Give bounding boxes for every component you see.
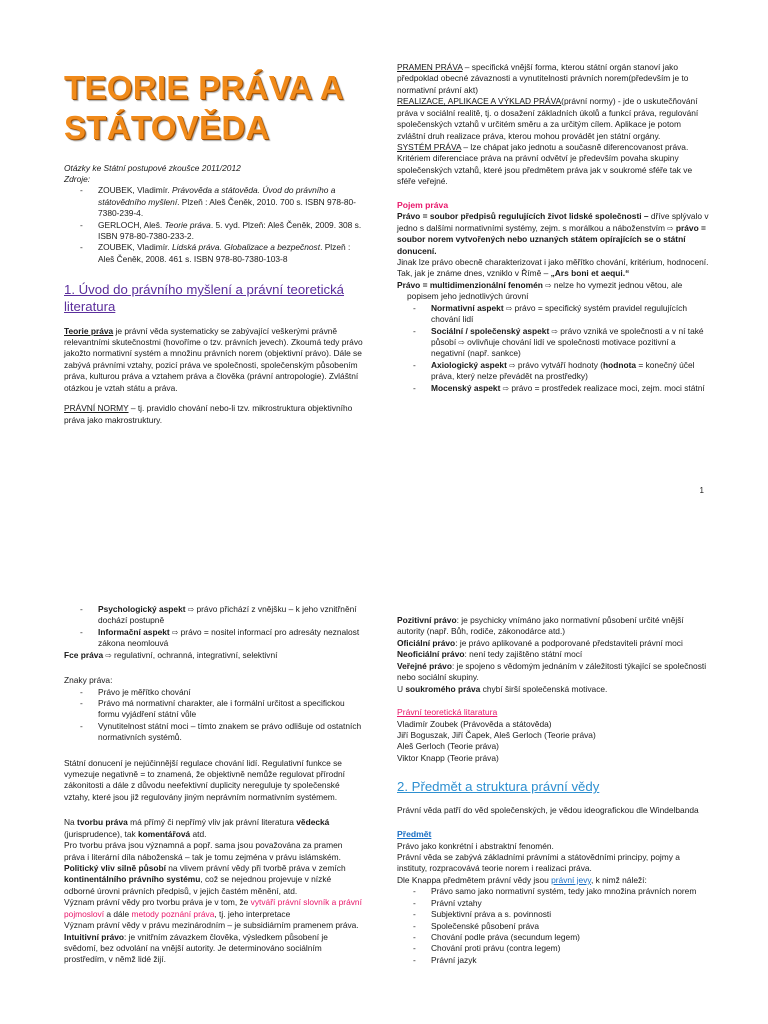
aspects-list xyxy=(397,303,709,394)
page-2 xyxy=(0,572,768,1024)
predmet-line-3: Dle Knappa předmětem právní vědy jsou právní jevy, k nimž náleží: xyxy=(397,874,647,885)
source-item: - ZOUBEK, Vladimír. Lidská práva. Globalizace a bezpečnost. Plzeň : Aleš Čeněk, 2008. 461 s. ISBN 978-80-7380-103-8 xyxy=(64,242,364,265)
heading-section-1: 1. Úvod do právního myšlení a právní teoretická literatura xyxy=(64,282,345,315)
arrow-icon: ⇨ xyxy=(187,605,195,614)
realizace-paragraph: REALIZACE, APLIKACE A VÝKLAD PRÁVA(právní normy) - jde o uskutečňování práva v sociální realitě, tj. o dosažení základních úkolů a funkcí práva, regulování společenských vztahů v určitém směru a za určitým cílem. Aplikace je potom zvláštní druh realizace práva, kterou mohou provádět jen státní orgány. xyxy=(397,96,699,141)
aspect-item: - Psychologický aspekt ⇨ právo přichází z vnějšku – k jeho vznitřnění dochází postupně xyxy=(64,604,364,627)
intuitivni-pravo: Intuitivní právo: je vnitřním závazkem člověka, výsledkem působení je svědomí, bez odvolání na vnější autority. Je determinováno sociálním prostředím, v němž lidé žijí. xyxy=(64,931,328,965)
literatura-item: Aleš Gerloch (Teorie práva) xyxy=(397,741,499,752)
jev-item: - Subjektivní práva a s. povinnosti xyxy=(397,909,709,920)
znak-item: - Právo má normativní charakter, ale i formální určitost a specifickou formu vyjádření státní vůle xyxy=(64,698,364,721)
page1-left-column xyxy=(64,62,364,426)
aspect-item: - Mocenský aspekt ⇨ právo = prostředek realizace moci, zejm. moci státní xyxy=(397,383,709,394)
politicky-vliv-paragraph: Politický vliv silně působí na vlivem právní vědy při tvorbě práva v zemích kontinentálního právního systému, což se nejednou projevuje v nízké odborné úrovni právních předpisů, v jejich častém měnění, atd. xyxy=(64,863,346,896)
pojem-definition: Právo = soubor předpisů regulujících život lidské společnosti – dříve splývalo v jedno s dalšími normativními systémy, zejm. s morálkou a náboženstvím ⇨ právo = soubor norem vytvořených nebo uznaných státem opírajících se o státní donucení. xyxy=(397,211,709,256)
arrow-icon: ⇨ xyxy=(458,337,465,347)
predmet-line-1: Právo jako konkrétní i abstraktní fenomén. xyxy=(397,840,554,851)
aspect-item: - Normativní aspekt ⇨ právo = specifický systém pravidel regulujících chování lidí xyxy=(397,303,709,326)
page-gap xyxy=(0,520,768,572)
funkce-prava: Fce práva ⇨ regulativní, ochranná, integrativní, selektivní xyxy=(64,649,278,660)
literatura-item: Jiří Boguszak, Jiří Čapek, Aleš Gerloch (Teorie práva) xyxy=(397,730,596,741)
neoficialni-pravo: Neoficiální právo: není tedy zajištěno státní mocí xyxy=(397,649,583,660)
jev-item: - Společenské působení práva xyxy=(397,921,709,932)
arrow-icon: ⇨ xyxy=(505,303,513,313)
pojem-multidimensional: Právo = multidimenzionální fenomén ⇨ nelze ho vymezit jednou větou, ale popisem jeho jednotlivých úrovní xyxy=(397,279,683,302)
sources-label: Zdroje: xyxy=(64,173,91,184)
document-title xyxy=(64,68,364,149)
soukrome-pravo: U soukromého práva chybí širší společenská motivace. xyxy=(397,683,608,694)
literatura-item: Vladimír Zoubek (Právověda a státověda) xyxy=(397,718,552,729)
page2-left-column xyxy=(64,604,364,966)
arrow-icon: ⇨ xyxy=(551,326,558,336)
arrow-icon: ⇨ xyxy=(667,223,674,233)
page1-right-column xyxy=(397,62,709,394)
verejne-pravo: Veřejné právo: je spojeno s vědomým jednáním v záležitosti týkající se společnosti nebo sociální skupiny. xyxy=(397,660,707,683)
page-number: 1 xyxy=(699,486,704,495)
oficialni-pravo: Oficiální právo: je právo aplikované a podporované představiteli právní moci xyxy=(397,637,683,648)
vyznam-mezinarodni: Význam právní vědy v právu mezinárodním – je subsidiárním pramenem práva. xyxy=(64,920,359,931)
pojem-general: Jinak lze právo obecně charakterizovat i jako měřítko chování, kritérium, hodnocení. xyxy=(397,257,709,268)
system-prava-paragraph: SYSTÉM PRÁVA – lze chápat jako jednotu a současně diferencovanost práva. Kritériem diferenciace práva na právní odvětví je především povaha skupiny společenských vztahů, které jsou předmětem práva jak v soukromé sféře tak ve sféře veřejné. xyxy=(397,141,693,187)
jev-item: - Chování podle práva (secundum legem) xyxy=(397,932,709,943)
aspect-item: - Axiologický aspekt ⇨ právo vytváří hodnoty (hodnota = konečný účel práva, který nelze převádět na prostředky) xyxy=(397,360,709,383)
sources-list xyxy=(64,185,364,265)
title-line-1: TEORIE PRÁVA A xyxy=(64,69,344,106)
pro-tvorbu-paragraph: Pro tvorbu práva jsou významná a popř. sama jsou považována za pramen práva i literární díla náboženská – tak je tomu zejména v právu islámském. xyxy=(64,840,343,862)
znaky-label: Znaky práva: xyxy=(64,675,113,686)
pojem-rome: Tak, jak je známe dnes, vzniklo v Římě – „Ars boni et aequi.“ xyxy=(397,268,630,279)
arrow-icon: ⇨ xyxy=(509,360,516,370)
heading-section-2: 2. Předmět a struktura právní vědy xyxy=(397,779,600,795)
aspect-item: - Sociální / společenský aspekt ⇨ právo vzniká ve společnosti a v ní také působí ⇨ ovlivňuje chování lidí ve společnosti motivace pozitivní a negativní (např. sankce) xyxy=(397,326,709,360)
predmet-line-2: Právní věda se zabývá základními právními a státovědními principy, pojmy a instituty, rozpracovává teorie norem i realizaci práva. xyxy=(397,852,680,874)
source-item: - GERLOCH, Aleš. Teorie práva. 5. vyd. Plzeň: Aleš Čeněk, 2009. 308 s. ISBN 978-80-7380-233-2. xyxy=(64,220,364,243)
pravni-jevy-link[interactable]: právní jevy xyxy=(551,874,591,885)
arrow-icon: ⇨ xyxy=(105,650,112,660)
pozitivni-pravo: Pozitivní právo: je psychicky vnímáno jako normativní působení určité vnější autority (např. Bůh, rodiče, zákonodárce atd.) xyxy=(397,615,684,637)
aspects-list-continued xyxy=(64,604,364,650)
arrow-icon: ⇨ xyxy=(545,280,552,290)
page2-right-column xyxy=(397,604,709,966)
heading-predmet: Předmět xyxy=(397,828,432,839)
vyznam-paragraph: Význam právní vědy pro tvorbu práva je v tom, že vytváří právní slovník a právní pojmosloví a dále metody poznání práva, tj. jeho interpretace xyxy=(64,897,362,919)
jev-item: - Právní jazyk xyxy=(397,955,709,966)
znak-item: - Právo je měřítko chování xyxy=(64,687,364,698)
pravni-normy-paragraph: PRÁVNÍ NORMY – tj. pravidlo chování nebo-li tzv. mikrostruktura objektivního práva jako makrostruktury. xyxy=(64,403,353,425)
title-line-2: STÁTOVĚDA xyxy=(64,109,270,147)
jev-item: - Právo samo jako normativní systém, tedy jako množina právních norem xyxy=(397,886,709,897)
jev-item: - Chování proti právu (contra legem) xyxy=(397,943,709,954)
teorie-prava-paragraph: Teorie práva je právní věda systematicky se zabývající veškerými právně relevantními skutečnostmi (hovoříme o tzv. právních jevech). Zkoumá tedy právo jakožto normativní systém a množinu právních norem (objektivní právo). Dále se zabývá právními vztahy, pozicí práva ve společnosti, společenským působením práva, kulturou práva a vztahem práva a člověka (právní antropologie). Zvláštní otázkou je vztah státu a práva. xyxy=(64,325,363,393)
arrow-icon: ⇨ xyxy=(172,627,179,637)
aspect-item: - Informační aspekt ⇨ právo = nositel informací pro adresáty neznalost zákona neomlouvá xyxy=(64,627,364,650)
jev-item: - Právní vztahy xyxy=(397,898,709,909)
pravni-jevy-list xyxy=(397,886,709,966)
znak-item: - Vynutitelnost státní moci – tímto znakem se právo odlišuje od ostatních normativních systémů. xyxy=(64,721,364,744)
heading-pojem-prava: Pojem práva xyxy=(397,199,449,210)
statni-donuceni-paragraph: Státní donucení je nejúčinnější regulace chování lidí. Regulativní funkce se vymezuje negativně = to znamená, že objektivně nemůže regulovat přírodní zákonitosti a dále z důvodu neefektivní duplicity nereguluje ty společenské vztahy, které jsou již regulovány jiným neprávním normativním systémem. xyxy=(64,757,345,802)
source-item: - ZOUBEK, Vladimír. Právověda a státověda. Úvod do právního a státovědního myšlení. Plzeň : Aleš Čeněk, 2010. 700 s. ISBN 978-80-7380-239-4. xyxy=(64,185,364,219)
znaky-list xyxy=(64,687,364,744)
arrow-icon: ⇨ xyxy=(502,383,509,393)
pravni-veda-paragraph: Právní věda patří do věd společenských, je vědou ideografickou dle Windelbanda xyxy=(397,805,699,816)
heading-literatura: Právní teoretická litaratura xyxy=(397,706,498,717)
tvorba-prava-paragraph: Na tvorbu práva má přímý či nepřímý vliv jak právní literatura vědecká (jurisprudence), tak komentářová atd. xyxy=(64,817,330,839)
literatura-item: Viktor Knapp (Teorie práva) xyxy=(397,752,499,763)
pramen-prava-paragraph: PRAMEN PRÁVA – specifická vnější forma, kterou státní orgán stanoví jako předpoklad obecné závaznosti a vynutitelnosti právních norem(především je to normativní právní akt) xyxy=(397,62,689,95)
subtitle: Otázky ke Státní postupové zkoušce 2011/2012 xyxy=(64,162,241,173)
